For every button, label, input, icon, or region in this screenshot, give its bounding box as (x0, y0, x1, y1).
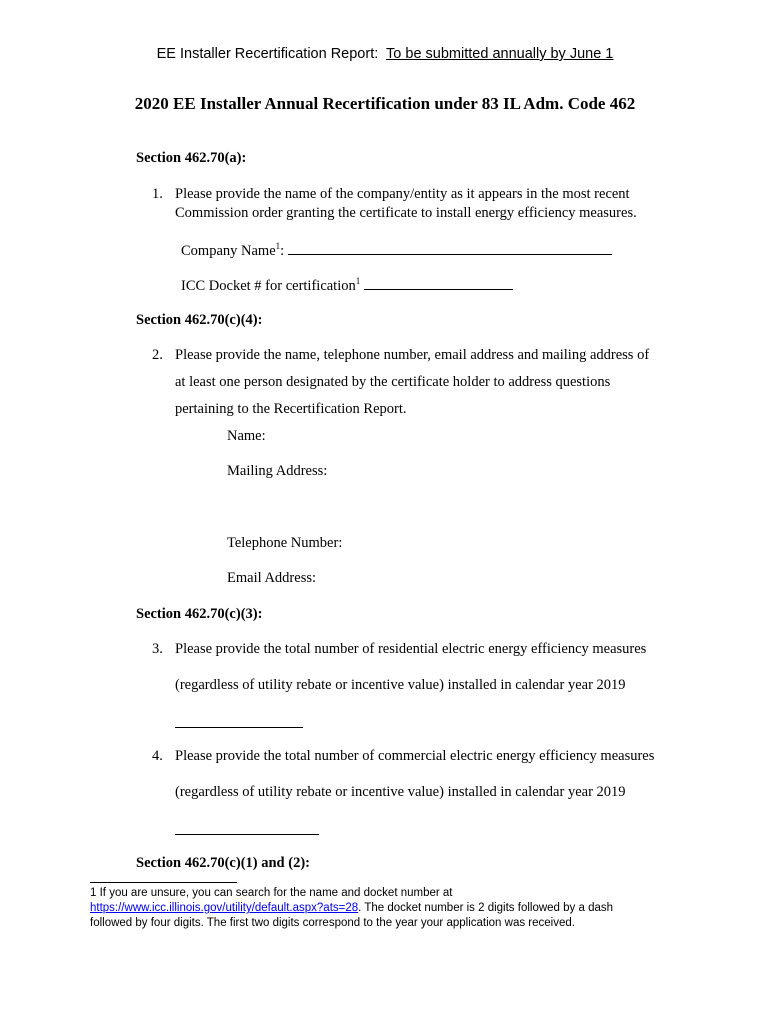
page-title: 2020 EE Installer Annual Recertification under 83 IL Adm. Code 462 (134, 94, 636, 113)
telephone-label: Telephone Number: (227, 535, 343, 551)
question-4-line-2: (regardless of utility rebate or incentive value) installed in calendar year 2019 (175, 784, 626, 800)
question-2-line-1: Please provide the name, telephone number, email address and mailing address of (175, 347, 650, 363)
email-label: Email Address: (227, 570, 317, 586)
header-deadline: To be submitted annually by June 1 (386, 46, 614, 62)
footnote (90, 886, 710, 931)
question-3-line-2: (regardless of utility rebate or incentive value) installed in calendar year 2019 (175, 677, 626, 693)
contact-name-label: Name: (227, 428, 266, 444)
footnote-ref: 1 (355, 276, 361, 287)
section-heading-c4: Section 462.70(c)(4): (136, 312, 263, 328)
docket-label: ICC Docket # for certification (181, 278, 356, 294)
company-name-colon: : (280, 243, 285, 259)
footnote-divider (90, 882, 237, 883)
question-1-number: 1. (152, 186, 163, 202)
footnote-ref: 1 (275, 241, 281, 252)
question-2-line-2: at least one person designated by the certificate holder to address questions (175, 374, 611, 390)
question-1-line-1: Please provide the name of the company/entity as it appears in the most recent (175, 186, 630, 202)
report-header (0, 46, 770, 62)
footnote-marker: 1 (90, 887, 97, 899)
footnote-text-3: followed by four digits. The first two digits correspond to the year your application was received. (90, 917, 575, 929)
residential-count-field[interactable] (175, 713, 303, 728)
question-4-line-1: Please provide the total number of commercial electric energy efficiency measures (175, 748, 655, 764)
footnote-text-2: . The docket number is 2 digits followed by a dash (358, 902, 614, 914)
company-name-row (181, 240, 612, 260)
docket-row (181, 275, 513, 295)
mailing-address-label: Mailing Address: (227, 463, 328, 479)
section-heading-c1-c2: Section 462.70(c)(1) and (2): (136, 855, 310, 871)
question-2-number: 2. (152, 347, 163, 363)
icc-search-link[interactable]: https://www.icc.illinois.gov/utility/default.aspx?ats=28 (90, 902, 359, 914)
footnote-text-1: If you are unsure, you can search for the name and docket number at (99, 887, 453, 899)
question-2-line-3: pertaining to the Recertification Report. (175, 401, 407, 417)
question-4-number: 4. (152, 748, 163, 764)
company-name-label: Company Name (181, 243, 276, 259)
section-heading-a: Section 462.70(a): (136, 150, 247, 166)
commercial-count-field[interactable] (175, 820, 319, 835)
header-prefix: EE Installer Recertification Report: (156, 46, 379, 62)
question-3-line-1: Please provide the total number of residential electric energy efficiency measures (175, 641, 647, 657)
question-3-number: 3. (152, 641, 163, 657)
company-name-field[interactable] (288, 240, 612, 255)
docket-field[interactable] (364, 275, 513, 290)
question-1-line-2: Commission order granting the certificate to install energy efficiency measures. (175, 205, 637, 221)
section-heading-c3: Section 462.70(c)(3): (136, 606, 263, 622)
